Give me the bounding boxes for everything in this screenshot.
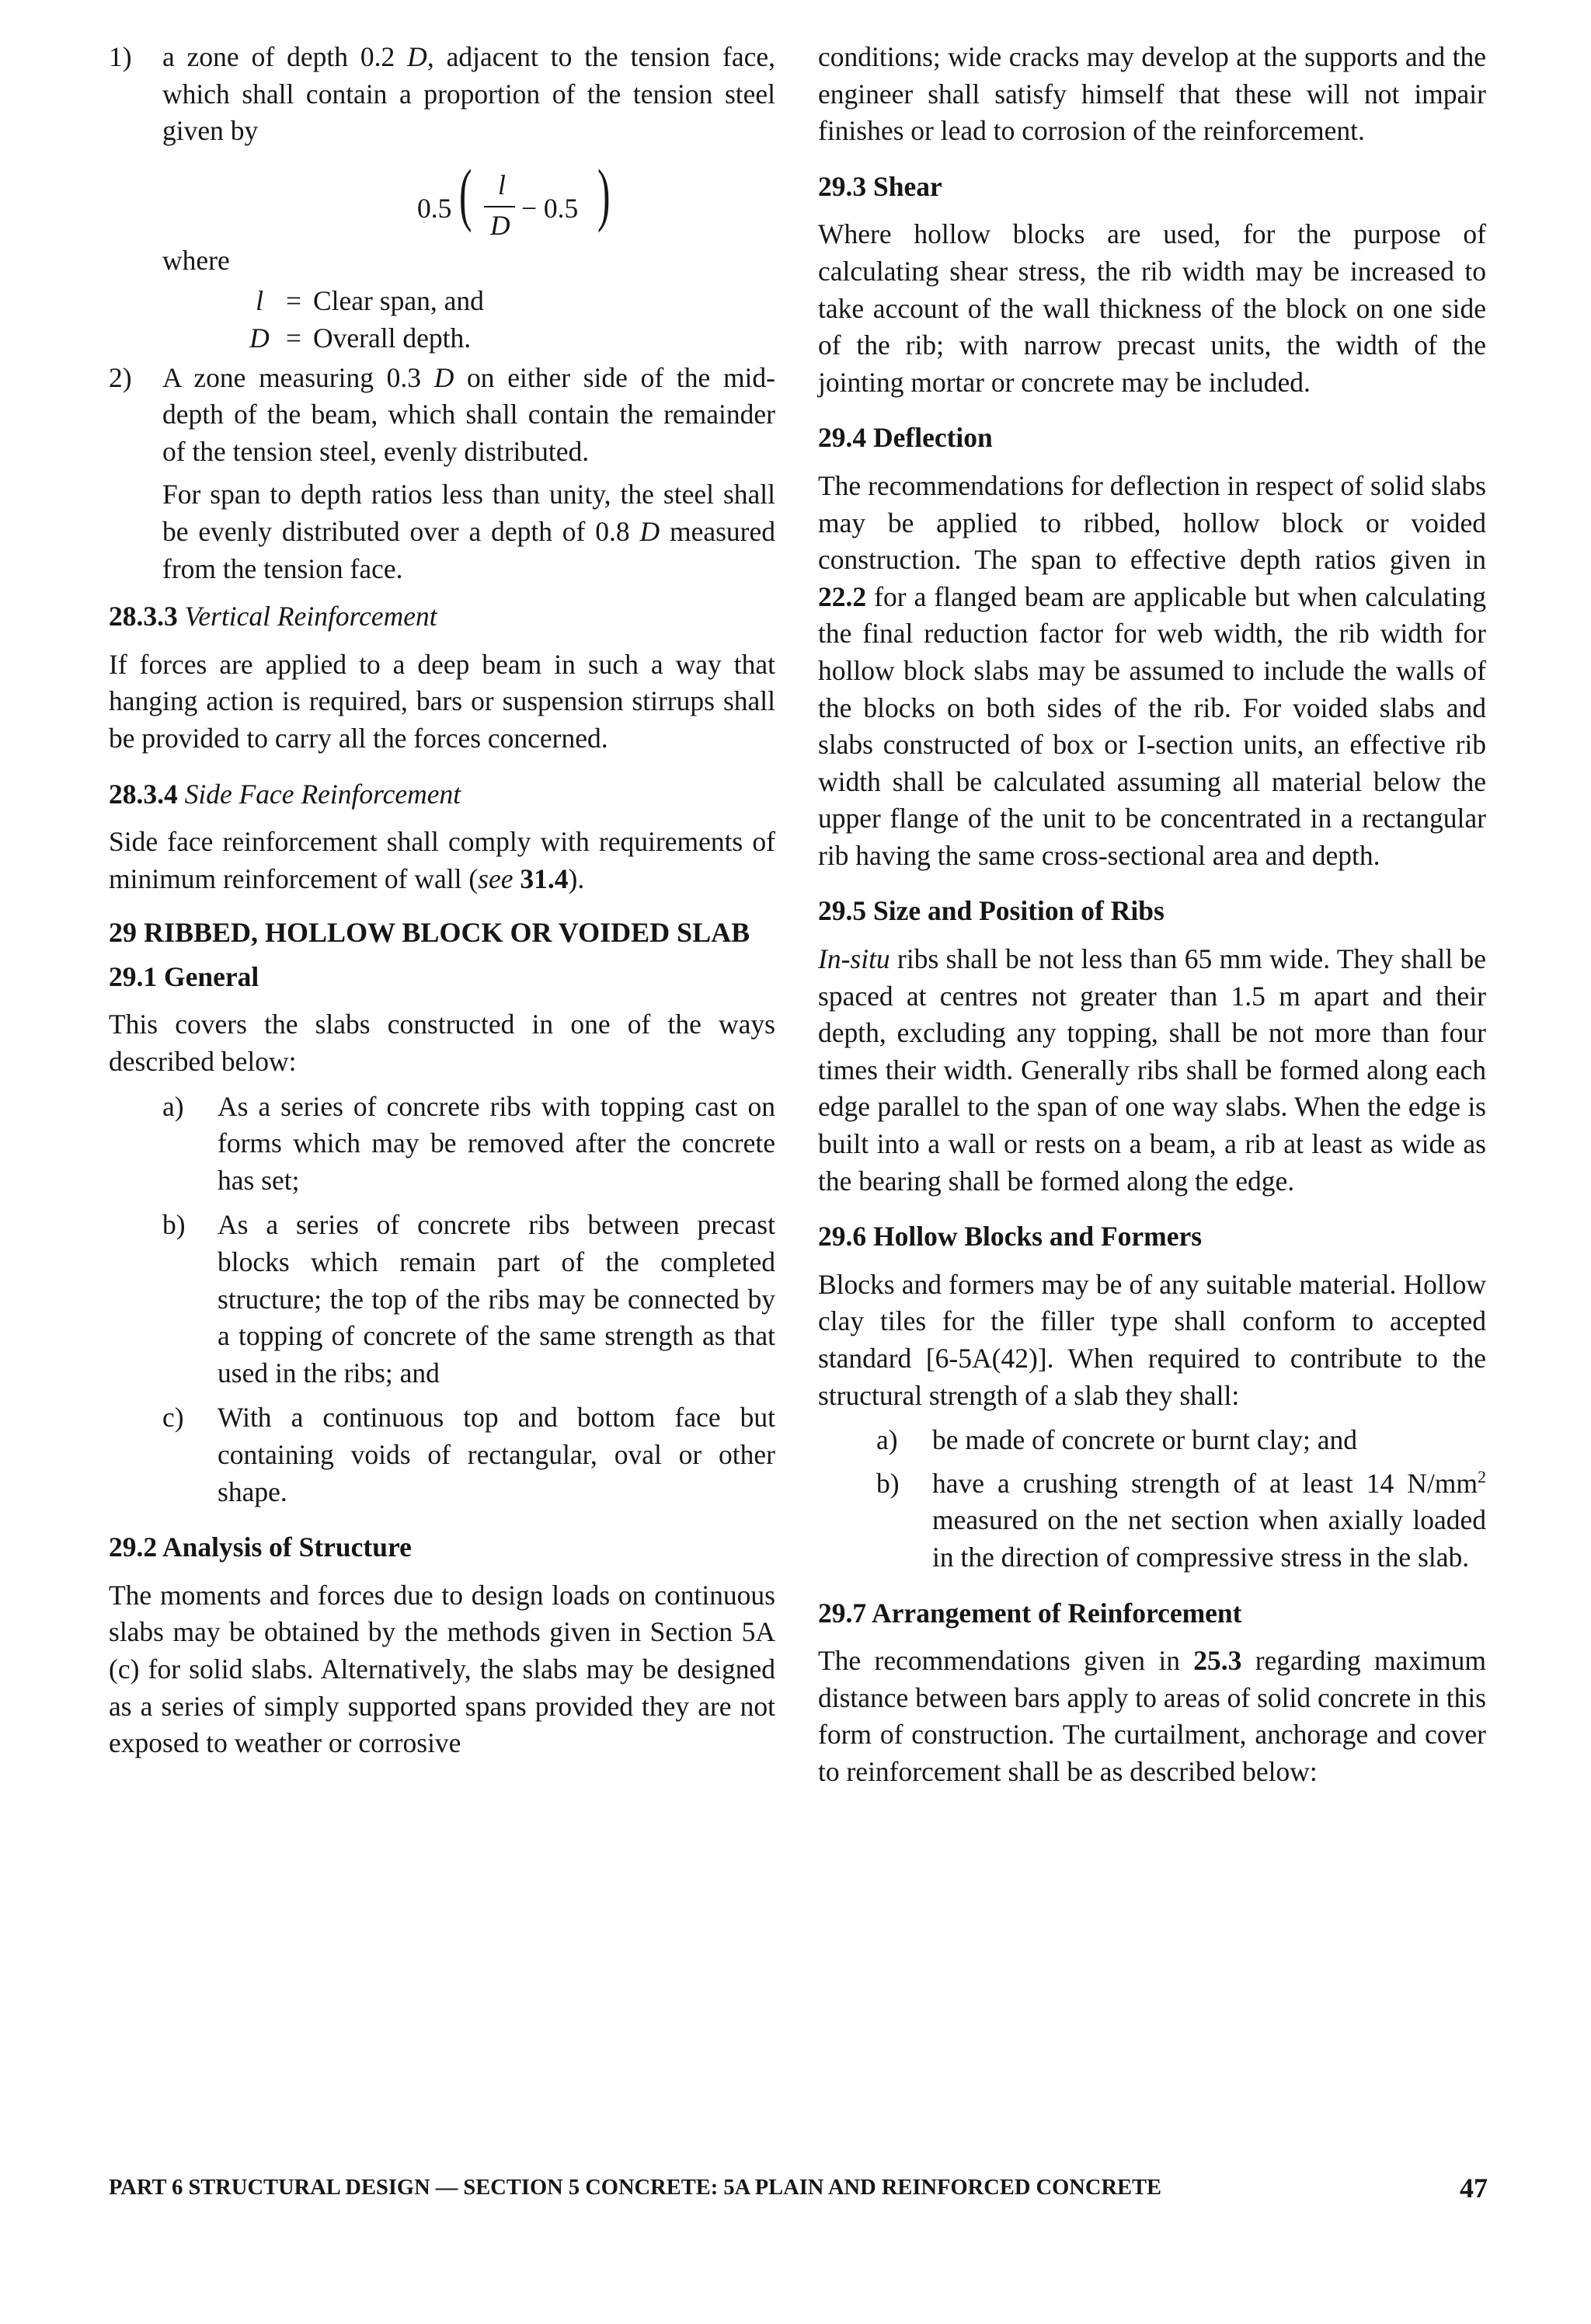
left-column: [109, 39, 775, 1762]
section-heading-29-4: 29.4 Deflection: [818, 422, 993, 454]
list-item-b: b) As a series of concrete ribs between precast blocks which remain part of the completed structure; the top of the ribs may be connected by a topping of concrete of the same strength as that used in the ribs; and: [162, 1209, 775, 1388]
section-heading-29-2: 29.2 Analysis of Structure: [109, 1531, 412, 1563]
section-heading-29-6: 29.6 Hollow Blocks and Formers: [818, 1221, 1203, 1253]
definition-row: l = Clear span, and: [256, 285, 484, 317]
section-body: The recommendations given in 25.3 regarding maximum distance between bars apply to areas of solid concrete in this form of construction. The curtailment, anchorage and cover to reinforcement shall be as described below:: [818, 1645, 1486, 1787]
formula: 0.5 ( l D − 0.5 ): [417, 155, 611, 241]
list: [109, 1089, 775, 1511]
page-footer: [109, 2172, 1488, 2204]
list-item-b: b) have a crushing strength of at least 14 $N/mm^2$ measured on the net section when axially loaded in the direction of compressive stress in the slab.: [876, 1466, 1486, 1573]
continued-text: conditions; wide cracks may develop at the supports and the engineer shall satisfy himself that these will not impair finishes or lead to corrosion of the reinforcement.: [818, 41, 1486, 147]
item-text: For span to depth ratios less than unity, the steel shall be evenly distributed over a depth of 0.8 D measured from the tension face.: [162, 479, 775, 584]
list-item-a: a) be made of concrete or burnt clay; and: [876, 1424, 1358, 1456]
section-body: The recommendations for deflection in respect of solid slabs may be applied to ribbed, hollow block or voided construction. The span to effective depth ratios given in 22.2 for a flanged beam are applicable but when calculating the final reduction factor for web width, the rib width for hollow block slabs may be assumed to include the walls of the blocks on both sides of the rib. For voided slabs and slabs constructed of box or I-section units, an effective rib width shall be calculated assuming all material below the upper flange of the unit to be concentrated in a rectangular rib having the same cross-sectional area and depth.: [818, 469, 1486, 871]
section-body: Blocks and formers may be of any suitable material. Hollow clay tiles for the filler type shall conform to accepted standard [6-5A(42)]. When required to contribute to the structural strength of a slab they shall:: [818, 1268, 1486, 1411]
section-heading-29-1: 29.1 General: [109, 960, 259, 992]
section-body: In-situ ribs shall be not less than 65 mm wide. They shall be spaced at centres not greater than 1.5 m apart and their depth, excluding any topping, shall be not more than four times their width. Generally ribs shall be formed along each edge parallel to the span of one way slabs. When the edge is built into a wall or rests on a beam, a rib at least as wide as the bearing shall be formed along the edge.: [818, 943, 1486, 1197]
section-body: Side face reinforcement shall comply with requirements of minimum reinforcement of wall (see 31.4).: [109, 826, 775, 894]
definitions: [245, 283, 484, 357]
footer-text: PART 6 STRUCTURAL DESIGN — SECTION 5 CONCRETE: 5A PLAIN AND REINFORCED CONCRETE: [109, 2176, 1162, 2200]
list-item-a: a) As a series of concrete ribs with topping cast on forms which may be removed after the concrete has set;: [162, 1090, 775, 1196]
section-body: This covers the slabs constructed in one of the ways described below:: [109, 1009, 775, 1078]
item-number: 2): [109, 361, 132, 393]
section-heading-29: 29 RIBBED, HOLLOW BLOCK OR VOIDED SLAB: [109, 917, 750, 949]
item-text: a zone of depth 0.2 D, adjacent to the tension face, which shall contain a proportion of the tension steel given by: [162, 41, 776, 147]
section-heading-28-3-4: 28.3.4 Side Face Reinforcement: [109, 778, 461, 810]
list: [818, 1422, 1486, 1576]
section-heading-29-7: 29.7 Arrangement of Reinforcement: [818, 1597, 1242, 1629]
section-heading-29-3: 29.3 Shear: [818, 170, 942, 202]
section-heading-28-3-3: 28.3.3 Vertical Reinforcement: [109, 601, 437, 632]
where-label: where: [162, 244, 230, 276]
section-body: The moments and forces due to design loads on continuous slabs may be obtained by the methods given in Section 5A (c) for solid slabs. Alternatively, the slabs may be designed as a series of simply supported spans provided they are not exposed to weather or corrosive: [109, 1579, 775, 1759]
list-item-c: c) With a continuous top and bottom face but containing voids of rectangular, oval or other shape.: [162, 1402, 775, 1507]
item-number: 1): [109, 41, 132, 72]
page-number: 47: [1460, 2172, 1488, 2204]
right-column: [818, 39, 1486, 1791]
list-item-1: [109, 39, 775, 357]
section-body: If forces are applied to a deep beam in such a way that hanging action is required, bars or suspension stirrups shall be provided to carry all the forces concerned.: [109, 648, 775, 754]
item-text: A zone measuring 0.3 D on either side of the mid-depth of the beam, which shall contain the remainder of the tension steel, evenly distributed.: [162, 361, 775, 467]
section-body: Where hollow blocks are used, for the purpose of calculating shear stress, the rib width may be increased to take account of the wall thickness of the block on one side of the rib; with narrow precast units, the width of the jointing mortar or concrete may be included.: [818, 218, 1486, 398]
definition-row: D = Overall depth.: [249, 322, 472, 354]
list-item-2: [109, 360, 775, 588]
section-heading-29-5: 29.5 Size and Position of Ribs: [818, 895, 1165, 927]
